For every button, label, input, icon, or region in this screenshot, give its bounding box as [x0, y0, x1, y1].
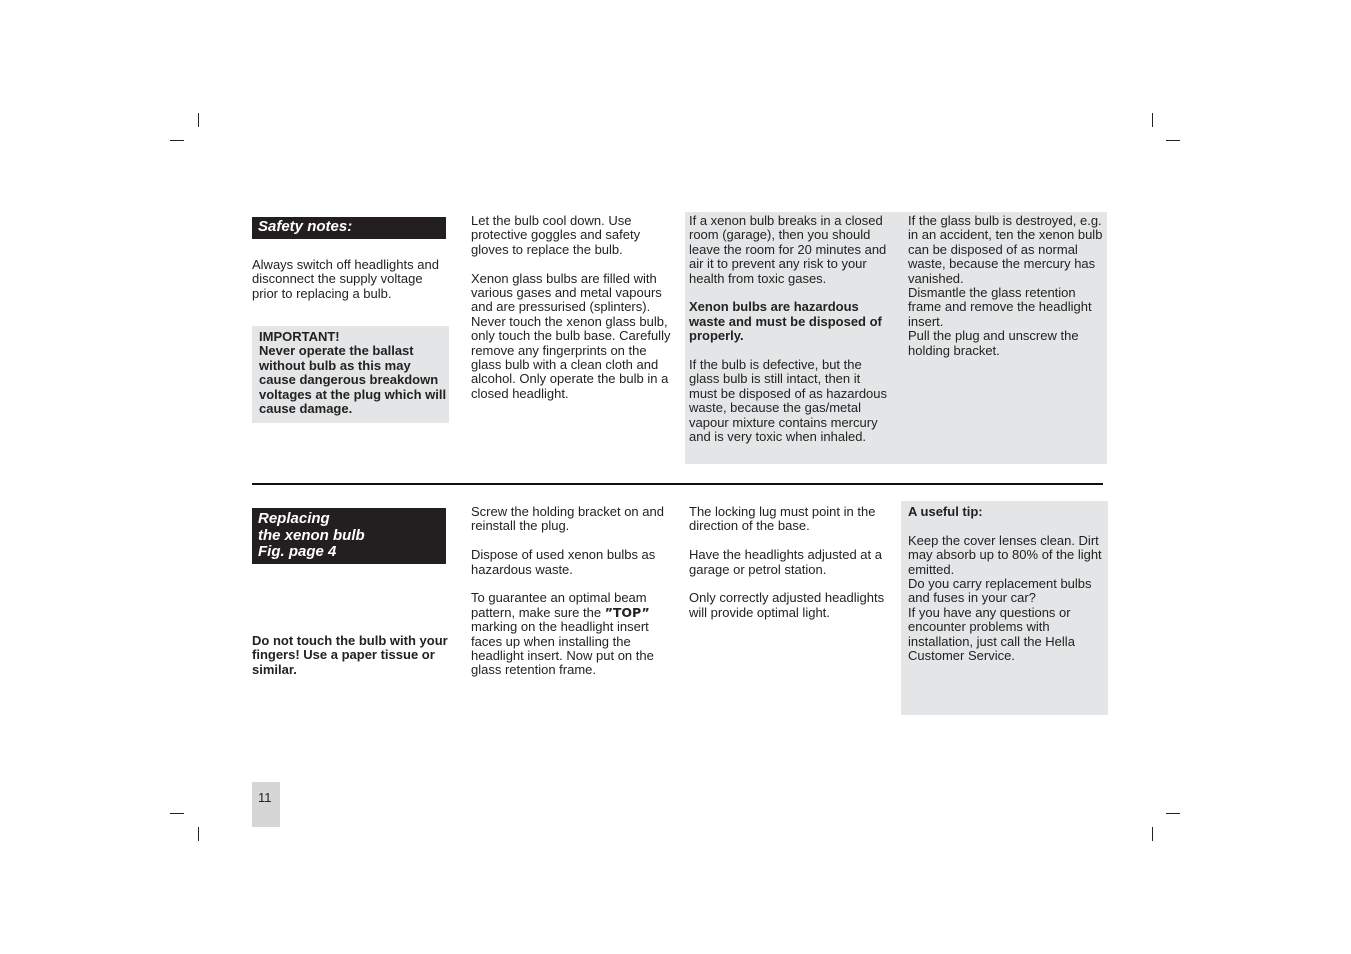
replacing-header: [252, 508, 446, 564]
tip-title: A useful tip:: [908, 504, 983, 519]
bottom-column-2: [471, 505, 671, 678]
page-number-text: 11: [258, 790, 272, 805]
touch-warning: [252, 634, 452, 677]
locking-lug-text: The locking lug must point in the direction of the base.: [689, 504, 876, 534]
safety-intro: [252, 258, 452, 301]
crop-mark: [1166, 140, 1180, 141]
page-number: [252, 782, 280, 827]
touch-warning-text: Do not touch the bulb with your fingers! Use a paper tissue or similar.: [252, 633, 448, 677]
dispose-text: Dispose of used xenon bulbs as hazardous waste.: [471, 547, 656, 577]
crop-mark: [198, 827, 199, 841]
crop-mark: [198, 113, 199, 127]
glass-destroyed-text: If the glass bulb is destroyed, e.g. in an accident, ten the xenon bulb can be disposed of as normal waste, because the mercury has vanished.: [908, 213, 1103, 286]
crop-mark: [1166, 813, 1180, 814]
top-column-2: [471, 214, 671, 401]
beam-pattern-end: marking on the headlight insert faces up when installing the headlight insert. Now put on the glass retention frame.: [471, 619, 654, 678]
crop-mark: [170, 140, 184, 141]
section-divider: [252, 483, 1103, 485]
replacing-title-line-3: Fig. page 4: [258, 543, 337, 560]
replacing-title-line-1: Replacing: [258, 510, 330, 527]
safety-notes-header: [252, 217, 446, 239]
top-marking: ”TOP”: [604, 604, 650, 620]
touch-base-text: Never touch the xenon glass bulb, only touch the bulb base. Carefully remove any fingerprints on the glass bulb with a clean cloth and alcohol. Only operate the bulb in a closed headlight.: [471, 313, 671, 401]
clean-lenses-text: Keep the cover lenses clean. Dirt may absorb up to 80% of the light emitted.: [908, 532, 1102, 577]
replacement-bulbs-text: Do you carry replacement bulbs and fuses in your car?: [908, 576, 1092, 606]
important-note: [259, 330, 447, 416]
replacing-title-line-2: the xenon bulb: [258, 526, 365, 544]
optimal-light-text: Only correctly adjusted headlights will provide optimal light.: [689, 590, 885, 620]
hazardous-waste-text: Xenon bulbs are hazardous waste and must be disposed of properly.: [689, 299, 882, 344]
bottom-column-3: [689, 505, 889, 620]
crop-mark: [1152, 113, 1153, 127]
gases-text: Xenon glass bulbs are filled with various gases and metal vapours and are pressurised (splinters).: [471, 270, 662, 315]
important-text: Never operate the ballast without bulb as this may cause dangerous breakdown voltages at the plug which will cause damage.: [259, 343, 447, 417]
pull-plug-text: Pull the plug and unscrew the holding bracket.: [908, 328, 1079, 358]
safety-notes-title: Safety notes:: [258, 218, 353, 235]
beam-pattern-start: To guarantee an optimal beam pattern, make sure the: [471, 590, 647, 620]
beam-pattern-text: [471, 591, 671, 677]
bulb-breaks-text: If a xenon bulb breaks in a closed room (garage), then you should leave the room for 20 minutes and air it to prevent any risk to your health from toxic gases.: [689, 213, 887, 286]
cool-down-text: Let the bulb cool down. Use protective goggles and safety gloves to replace the bulb.: [471, 213, 641, 257]
crop-mark: [170, 813, 184, 814]
defective-bulb-text: If the bulb is defective, but the glass bulb is still intact, then it must be disposed of as hazardous waste, because the gas/metal vapour mixture contains mercury and is very toxic when inhaled.: [689, 357, 888, 445]
top-column-4: [908, 214, 1106, 358]
adjust-headlights-text: Have the headlights adjusted at a garage or petrol station.: [689, 547, 882, 577]
crop-mark: [1152, 827, 1153, 841]
dismantle-text: Dismantle the glass retention frame and remove the headlight insert.: [908, 285, 1092, 329]
screw-bracket-text: Screw the holding bracket on and reinstall the plug.: [471, 504, 664, 534]
customer-service-text: If you have any questions or encounter problems with installation, just call the Hella Customer Service.: [908, 604, 1075, 664]
important-title: IMPORTANT!: [259, 329, 340, 344]
safety-intro-text: Always switch off headlights and disconnect the supply voltage prior to replacing a bulb.: [252, 257, 439, 301]
bottom-column-4: [908, 505, 1106, 663]
top-column-3: [689, 214, 889, 444]
